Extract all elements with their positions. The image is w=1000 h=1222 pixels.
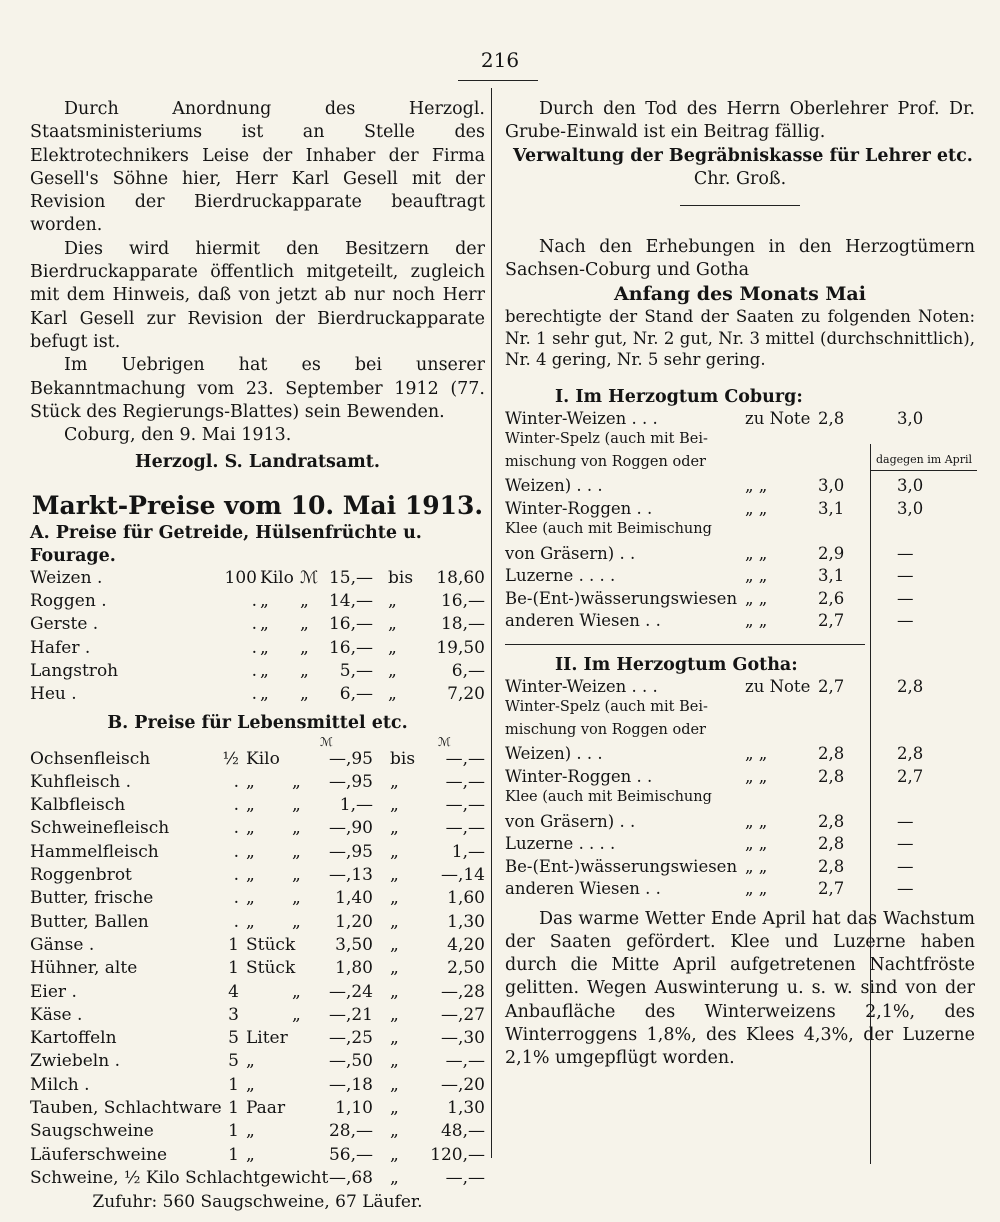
price-separator: „ [390,958,399,979]
april-grade: — [897,543,914,563]
price-row [30,1098,485,1121]
item-unit: „ [260,591,269,612]
item-unit: „ [246,1074,255,1095]
price-low: —,13 [328,865,373,886]
header-rule [458,80,538,81]
item-quantity: 1 [228,1097,239,1118]
crop-name: von Gräsern) . . [505,811,636,831]
price-mark: „ [300,637,309,658]
item-quantity: 1 [228,1144,239,1165]
grade-marker: zu Note [745,676,811,696]
market-prices-title: Markt-Preise vom 10. Mai 1913. [31,490,484,520]
crop-name: Be-(Ent-)wässerungswiesen [505,588,738,608]
price-low: 1,20 [335,911,373,932]
crop-name: Winter-Roggen . . [505,766,653,786]
item-quantity: ½ [222,748,239,769]
item-quantity: . [251,614,257,635]
crop-name: Weizen) . . . [505,744,603,764]
price-high: —,30 [440,1028,485,1049]
item-name: Hühner, alte [30,958,138,979]
may-grade: 2,6 [818,588,845,608]
price-low: 1,10 [335,1097,373,1118]
price-row [30,935,485,958]
price-row [30,912,485,935]
death-notice: Durch den Tod des Herrn Oberlehrer Prof. Dr. Grube-Einwald ist ein Beitrag fällig. [505,99,975,143]
may-grade: 3,1 [818,498,845,518]
notice-paragraph-1: Durch Anordnung des Herzogl. Staatsministeriums ist an Stelle des Elektrotechnikers Leise der Inhaber der Firma Gesell's Söhne hier, Herr Karl Gesell mit der Revision der Bierdruckapparate beauftragt worden. [30,99,485,236]
item-name: Roggenbrot [30,865,132,886]
price-low: 16,— [328,614,373,635]
price-high: —,— [445,1167,485,1188]
item-quantity: 100 [224,567,257,588]
item-unit: „ [246,795,255,816]
item-unit: Kilo [246,748,280,769]
april-grade: — [897,834,914,854]
item-name: Schweinefleisch [30,818,170,839]
april-grade: — [897,588,914,608]
price-row [30,795,485,818]
price-separator: „ [390,934,399,955]
may-grade: 2,7 [818,676,845,696]
price-separator: bis [388,567,414,588]
crop-name: von Gräsern) . . [505,543,636,563]
price-low: 3,50 [335,934,373,955]
price-high: 48,— [440,1121,485,1142]
price-high: 19,50 [436,637,485,658]
item-unit: „ [246,911,255,932]
grain-price-list [30,568,485,708]
item-unit: Liter [246,1028,288,1049]
crop-name: Luzerne . . . . [505,566,616,586]
item-unit: „ [246,1121,255,1142]
grade-marker: „ „ [745,543,768,563]
grade-explanation: berechtigte der Stand der Saaten zu folgenden Noten: Nr. 1 sehr gut, Nr. 2 gut, Nr. 3 mittel (durchschnittlich), Nr. 4 gering, Nr. 5 sehr gering. [505,307,975,370]
authority-signature: Herzogl. S. Landratsamt. [135,452,380,473]
price-separator: „ [390,841,399,862]
april-grade: — [897,879,914,899]
april-grade: 3,0 [897,476,924,496]
item-unit: „ [260,660,269,681]
may-grade: 2,7 [818,879,845,899]
price-high: 2,50 [447,958,485,979]
item-name: Langstroh [30,660,119,681]
item-name: Gerste . [30,614,99,635]
item-quantity: 1 [228,1121,239,1142]
price-separator: „ [390,911,399,932]
notice-paragraph-3: Im Uebrigen hat es bei unserer Bekanntmachung vom 23. September 1912 (77. Stück des Regierungs-Blattes) sein Bewenden. [30,355,485,422]
price-high: —,14 [440,865,485,886]
admin-signature: Chr. Groß. [693,168,787,189]
price-row [30,1145,485,1168]
price-mark: „ [292,1004,301,1025]
price-separator: „ [390,1028,399,1049]
item-quantity: . [251,660,257,681]
price-low: —,21 [328,1004,373,1025]
item-unit: Paar [246,1097,286,1118]
price-row [30,1005,485,1028]
april-grade: 3,0 [897,498,924,518]
price-low: 1,— [339,795,373,816]
price-low: —,25 [328,1028,373,1049]
price-high: 1,60 [447,888,485,909]
admin-line: Verwaltung der Begräbniskasse für Lehrer etc. [513,145,973,166]
crop-name: Winter-Spelz (auch mit Bei- [505,699,708,716]
crop-name: Luzerne . . . . [505,834,616,854]
crop-name: anderen Wiesen . . [505,611,661,631]
price-row [30,591,485,614]
item-quantity: . [233,911,239,932]
gotha-section-title: II. Im Herzogtum Gotha: [555,654,798,675]
price-high: 6,— [451,660,485,681]
currency-mark-1: ℳ [320,734,333,749]
may-grade: 3,0 [818,476,845,496]
item-quantity: . [251,637,257,658]
price-low: 16,— [328,637,373,658]
price-separator: „ [388,660,397,681]
item-name: Butter, Ballen [30,911,149,932]
price-low: 1,80 [335,958,373,979]
section-a-title: A. Preise für Getreide, Hülsenfrüchte u. Fourage. [30,522,422,566]
section-b-unit-header [30,735,485,749]
price-row [30,749,485,772]
section-b-title: B. Preise für Lebensmittel etc. [107,712,408,733]
item-unit: Kilo [260,567,294,588]
item-quantity: 5 [228,1051,239,1072]
item-quantity: . [251,591,257,612]
crop-name: Klee (auch mit Beimischung [505,521,712,538]
closing-paragraph: Das warme Wetter Ende April hat das Wachstum der Saaten gefördert. Klee und Luzerne haben durch die Mitte April aufgetretenen Nachtfröste gelitten. Wegen Auswinterung u. s. w. sind von der Anbaufläche des Winterweizens 2,1%, des Winterroggens 1,8%, des Klees 4,3%, der Luzerne 2,1% umgepflügt worden. [505,908,975,1069]
item-name: Weizen . [30,567,103,588]
item-quantity: . [233,888,239,909]
item-unit: „ [246,865,255,886]
item-quantity: . [233,818,239,839]
price-separator: „ [390,1097,399,1118]
price-low: —,50 [328,1051,373,1072]
price-separator: „ [390,1121,399,1142]
price-mark: „ [292,795,301,816]
price-high: 7,20 [447,684,485,705]
price-low: —,95 [328,771,373,792]
price-row [30,638,485,661]
price-row [30,818,485,841]
april-grade: — [897,811,914,831]
item-name: Käse . [30,1004,83,1025]
food-price-list [30,749,485,1192]
price-separator: „ [388,614,397,635]
page-number: 216 [480,48,520,72]
price-row [30,1168,485,1191]
price-high: —,— [445,771,485,792]
price-separator: „ [390,981,399,1002]
may-grade: 2,8 [818,408,845,428]
item-name: Kalbfleisch [30,795,126,816]
section-rule [680,205,800,206]
crop-name: mischung von Roggen oder [505,453,706,470]
price-row [30,982,485,1005]
price-separator: „ [390,1167,399,1188]
item-unit: Stück [246,934,296,955]
item-name: Roggen . [30,591,107,612]
crop-name: mischung von Roggen oder [505,721,706,738]
item-quantity: 3 [228,1004,239,1025]
crop-name: Winter-Weizen . . . [505,676,658,696]
crop-name: Weizen) . . . [505,476,603,496]
price-row [30,1121,485,1144]
item-name: Kuhfleisch . [30,771,132,792]
price-row [30,772,485,795]
grade-marker: „ „ [745,566,768,586]
price-high: 4,20 [447,934,485,955]
price-separator: „ [388,637,397,658]
price-separator: „ [390,865,399,886]
supply-line: Zufuhr: 560 Saugschweine, 67 Läufer. [92,1192,423,1213]
grade-marker: „ „ [745,611,768,631]
price-high: —,20 [440,1074,485,1095]
item-quantity: 1 [228,934,239,955]
price-mark: „ [300,614,309,635]
price-mark: „ [300,660,309,681]
price-separator: „ [390,1144,399,1165]
price-separator: „ [388,684,397,705]
item-name: Hafer . [30,637,91,658]
price-row [30,1051,485,1074]
item-name: Schweine, ½ Kilo Schlachtgewicht [30,1167,329,1188]
price-high: 120,— [430,1144,485,1165]
crop-name: Winter-Weizen . . . [505,408,658,428]
item-unit: Stück [246,958,296,979]
may-grade: 2,8 [818,856,845,876]
price-low: 28,— [328,1121,373,1142]
price-mark: „ [292,981,301,1002]
may-grade: 2,7 [818,611,845,631]
item-unit: „ [246,841,255,862]
item-quantity: . [233,841,239,862]
item-name: Butter, frische [30,888,154,909]
april-grade: 2,8 [897,676,924,696]
price-high: —,— [445,1051,485,1072]
month-heading: Anfang des Monats Mai [614,282,866,305]
item-unit: „ [246,771,255,792]
item-quantity: . [233,865,239,886]
survey-intro: Nach den Erhebungen in den Herzogtümern Sachsen-Coburg und Gotha [505,237,975,281]
price-low: 56,— [328,1144,373,1165]
item-name: Ochsenfleisch [30,748,151,769]
price-high: —,27 [440,1004,485,1025]
price-high: 1,30 [447,1097,485,1118]
price-mark: „ [292,888,301,909]
price-separator: „ [390,1074,399,1095]
item-name: Milch . [30,1074,90,1095]
may-grade: 2,9 [818,543,845,563]
april-column [870,444,977,1164]
item-name: Tauben, Schlachtware [30,1097,222,1118]
item-unit: „ [246,888,255,909]
item-quantity: 1 [228,1074,239,1095]
grade-marker: „ „ [745,498,768,518]
currency-mark-2: ℳ [438,734,451,749]
price-high: 1,— [451,841,485,862]
may-grade: 2,8 [818,766,845,786]
price-high: 18,60 [436,567,485,588]
price-separator: „ [388,591,397,612]
april-grade: 3,0 [897,408,924,428]
price-low: 15,— [328,567,373,588]
price-low: —,68 [328,1167,373,1188]
price-low: 14,— [328,591,373,612]
price-separator: „ [390,818,399,839]
price-low: —,95 [328,748,373,769]
item-name: Eier . [30,981,77,1002]
crop-name: Be-(Ent-)wässerungswiesen [505,856,738,876]
price-low: —,90 [328,818,373,839]
price-high: 18,— [440,614,485,635]
price-mark: „ [292,841,301,862]
april-grade: 2,7 [897,766,924,786]
price-mark: „ [300,684,309,705]
price-high: —,28 [440,981,485,1002]
crop-name: Winter-Roggen . . [505,498,653,518]
item-unit: „ [260,614,269,635]
april-column-header: dagegen im April [871,448,977,471]
column-divider [491,88,492,1158]
price-row [30,958,485,981]
may-grade: 2,8 [818,744,845,764]
price-high: 1,30 [447,911,485,932]
right-column [505,98,975,1071]
notice-paragraph-2: Dies wird hiermit den Besitzern der Bierdruckapparate öffentlich mitgeteilt, zugleich mit dem Hinweis, daß von jetzt ab nur noch Herr Karl Gesell zur Revision der Bierdruckapparate befugt ist. [30,238,485,352]
price-separator: „ [390,1004,399,1025]
item-name: Läuferschweine [30,1144,168,1165]
may-grade: 2,8 [818,811,845,831]
item-name: Zwiebeln . [30,1051,120,1072]
price-separator: „ [390,888,399,909]
item-unit: „ [260,684,269,705]
price-row [30,614,485,637]
price-low: 5,— [339,660,373,681]
grade-marker: zu Note [745,408,811,428]
coburg-section-title: I. Im Herzogtum Coburg: [555,386,803,407]
grade-marker: „ „ [745,834,768,854]
item-unit: „ [260,637,269,658]
price-row [30,661,485,684]
item-quantity: 5 [228,1028,239,1049]
price-high: —,— [445,818,485,839]
item-unit: „ [246,818,255,839]
price-row [30,842,485,865]
price-mark: ℳ [300,567,319,588]
crop-name: Klee (auch mit Beimischung [505,789,712,806]
item-name: Saugschweine [30,1121,154,1142]
april-grade: — [897,566,914,586]
price-separator: „ [390,795,399,816]
crop-name: anderen Wiesen . . [505,879,661,899]
price-row [30,568,485,591]
april-grade: — [897,611,914,631]
price-mark: „ [292,818,301,839]
item-quantity: . [233,771,239,792]
section-divider [505,644,865,645]
price-row [30,1028,485,1051]
price-row [30,888,485,911]
item-unit: „ [246,1144,255,1165]
price-separator: „ [390,1051,399,1072]
price-row [30,865,485,888]
price-row [30,684,485,707]
grade-marker: „ „ [745,811,768,831]
price-mark: „ [292,865,301,886]
price-low: —,18 [328,1074,373,1095]
grade-marker: „ „ [745,856,768,876]
price-row [30,1075,485,1098]
grade-marker: „ „ [745,766,768,786]
grade-marker: „ „ [745,744,768,764]
item-name: Hammelfleisch [30,841,159,862]
may-grade: 2,8 [818,834,845,854]
item-quantity: . [251,684,257,705]
price-separator: „ [390,771,399,792]
item-name: Heu . [30,684,77,705]
item-unit: „ [246,1051,255,1072]
price-low: —,95 [328,841,373,862]
item-name: Gänse . [30,934,95,955]
place-date: Coburg, den 9. Mai 1913. [64,425,292,446]
price-mark: „ [300,591,309,612]
price-mark: „ [292,771,301,792]
rating-row [505,409,975,432]
price-mark: „ [292,911,301,932]
item-quantity: 4 [228,981,239,1002]
price-low: —,24 [328,981,373,1002]
april-grade: — [897,856,914,876]
item-quantity: 1 [228,958,239,979]
price-low: 1,40 [335,888,373,909]
price-separator: bis [390,748,416,769]
grade-marker: „ „ [745,588,768,608]
grade-marker: „ „ [745,879,768,899]
grade-marker: „ „ [745,476,768,496]
item-name: Kartoffeln [30,1028,117,1049]
price-low: 6,— [339,684,373,705]
april-grade: 2,8 [897,744,924,764]
item-quantity: . [233,795,239,816]
price-high: 16,— [440,591,485,612]
price-high: —,— [445,795,485,816]
left-column [30,98,485,1212]
crop-name: Winter-Spelz (auch mit Bei- [505,431,708,448]
may-grade: 3,1 [818,566,845,586]
price-high: —,— [445,748,485,769]
